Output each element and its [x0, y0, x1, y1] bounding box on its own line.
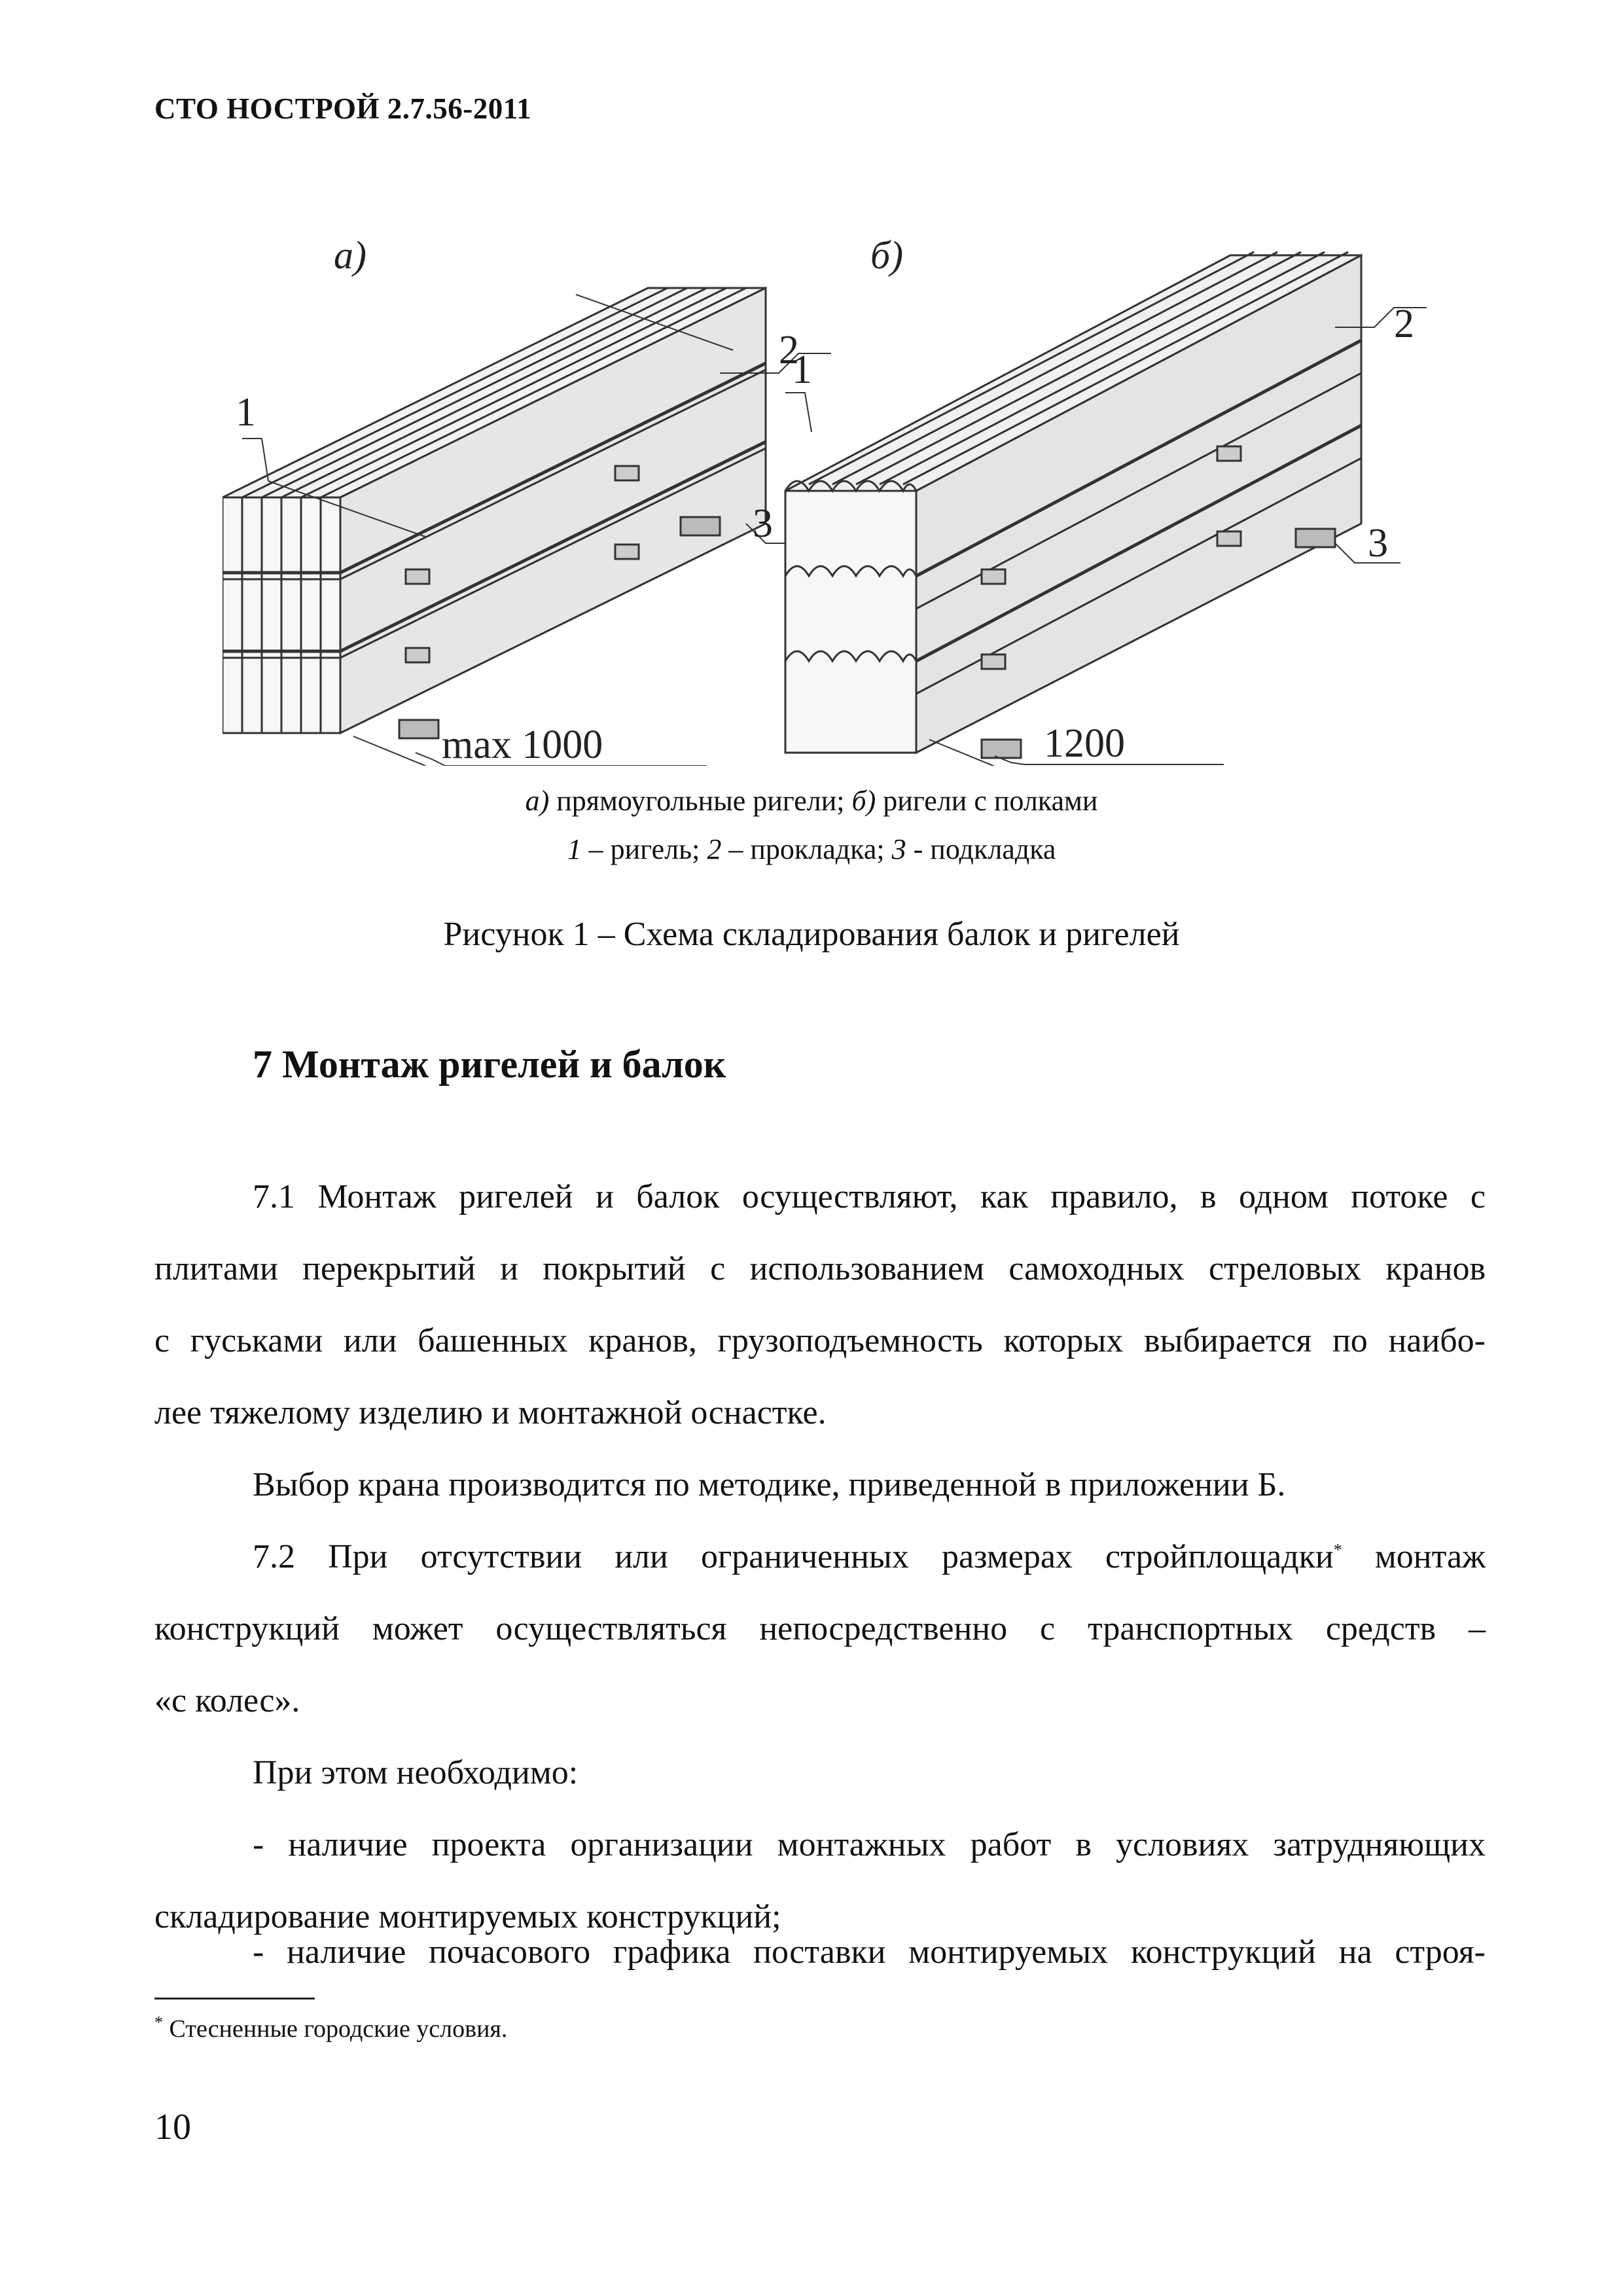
paragraph-crane-choice [154, 1449, 1486, 1521]
p72-text-a: 7.2 При отсутствии или ограниченных размерах стройплощадки [253, 1538, 1334, 1575]
paragraph-requirements [154, 1737, 1486, 1809]
legend-num-2: 2 [707, 833, 722, 865]
paragraph-line: с гуськами или башенных кранов, грузоподъемность которых выбирается по наибо- [154, 1322, 1486, 1359]
callout-2-a: 2 [779, 328, 799, 372]
legend-text-3: - подкладка [906, 833, 1056, 865]
paragraph-line: конструкций может осуществляться непосредственно с транспортных средств – [154, 1610, 1486, 1647]
legend-num-3: 3 [891, 833, 906, 865]
paragraph-7-1 [154, 1161, 1486, 1449]
paragraph-line: лее тяжелому изделию и монтажной оснастке. [154, 1394, 827, 1431]
figure-title: Рисунок 1 – Схема складирования балок и ригелей [443, 916, 1180, 953]
legend-text-2: – прокладка; [721, 833, 892, 865]
dimension-max-1000: max 1000 [442, 723, 603, 766]
footnote-divider [154, 1998, 315, 2000]
page-number: 10 [154, 2107, 191, 2147]
callout-1-b: 1 [792, 348, 812, 392]
caption-a-text: прямоугольные ригели; [549, 785, 852, 817]
paragraph-line: - наличие почасового графика поставки монтируемых конструкций на строя- [253, 1933, 1486, 1971]
paragraph-line: плитами перекрытий и покрытий с использованием самоходных стреловых кранов [154, 1250, 1486, 1287]
footnote-ref: * [1333, 1540, 1342, 1560]
legend-num-1: 1 [567, 833, 582, 865]
paragraph-line [154, 1521, 1486, 1593]
callout-1-a: 1 [236, 390, 256, 435]
panel-b-letter: б) [870, 234, 904, 277]
section-heading: 7 Монтаж ригелей и балок [253, 1043, 726, 1086]
paragraph-7-2 [154, 1521, 1486, 1737]
storage-scheme-figure [223, 216, 1466, 766]
paragraph-line: 7.1 Монтаж ригелей и балок осуществляют, как правило, в одном потоке с [253, 1178, 1486, 1215]
figure-caption-line-2 [0, 833, 1623, 866]
paragraph-line: Выбор крана производится по методике, приведенной в приложении Б. [253, 1466, 1286, 1503]
callout-3-b: 3 [1368, 521, 1388, 565]
callout-3-a: 3 [753, 501, 773, 546]
dimension-1200: 1200 [1044, 721, 1125, 766]
panel-a-stack [223, 288, 831, 766]
paragraph-line: - наличие проекта организации монтажных работ в условиях затрудняющих [253, 1826, 1486, 1863]
footnote-marker: * [154, 2013, 163, 2032]
list-item-schedule [154, 1916, 1486, 1988]
panel-b-stack [785, 252, 1427, 766]
legend-text-1: – ригель; [581, 833, 707, 865]
figure-caption-line-1 [0, 784, 1623, 817]
panel-a-letter: а) [334, 234, 366, 277]
caption-b-letter: б) [851, 785, 876, 817]
caption-a-letter: а) [525, 785, 550, 817]
footnote [154, 2015, 507, 2043]
footnote-text: Стесненные городские условия. [163, 2015, 508, 2043]
caption-b-text: ригели с полками [876, 785, 1098, 817]
document-header: СТО НОСТРОЙ 2.7.56-2011 [154, 92, 532, 125]
p72-text-b: монтаж [1342, 1538, 1486, 1575]
paragraph-line: складирование монтируемых конструкций; [154, 1898, 781, 1935]
paragraph-line: «с колес». [154, 1682, 300, 1719]
callout-2-b: 2 [1394, 302, 1414, 346]
paragraph-line: При этом необходимо: [253, 1754, 579, 1791]
